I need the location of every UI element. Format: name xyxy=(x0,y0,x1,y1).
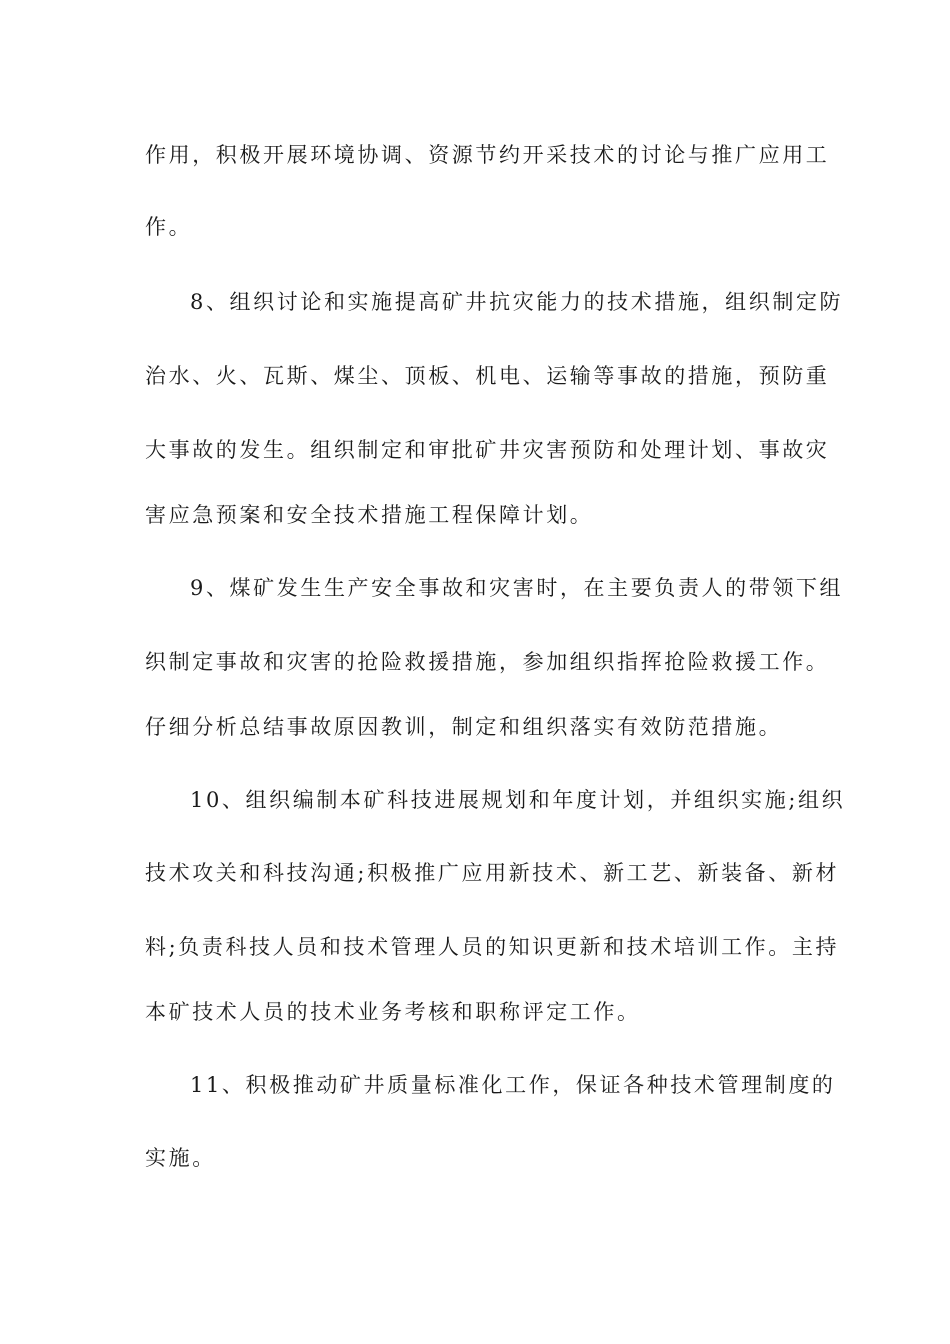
text-line: 本矿技术人员的技术业务考核和职称评定工作。 xyxy=(145,1000,641,1024)
text-line: 作用，积极开展环境协调、资源节约开采技术的讨论与推广应用工 xyxy=(145,143,830,167)
paragraph-8-start: 8、组织讨论和实施提高矿井抗灾能力的技术措施，组织制定防 xyxy=(190,290,844,314)
text-line: 技术攻关和科技沟通;积极推广应用新技术、新工艺、新装备、新材 xyxy=(145,861,840,885)
text-line: 治水、火、瓦斯、煤尘、顶板、机电、运输等事故的措施，预防重 xyxy=(145,364,830,388)
paragraph-10-start: 10、组织编制本矿科技进展规划和年度计划，并组织实施;组织 xyxy=(190,788,846,812)
paragraph-11-start: 11、积极推动矿井质量标准化工作，保证各种技术管理制度的 xyxy=(190,1073,836,1097)
text-line: 作。 xyxy=(145,215,193,239)
text-line: 料;负责科技人员和技术管理人员的知识更新和技术培训工作。主持 xyxy=(145,935,840,959)
text-line: 实施。 xyxy=(145,1146,216,1170)
paragraph-9-start: 9、煤矿发生生产安全事故和灾害时，在主要负责人的带领下组 xyxy=(190,576,844,600)
text-line: 织制定事故和灾害的抢险救援措施，参加组织指挥抢险救援工作。 xyxy=(145,650,830,674)
text-line: 害应急预案和安全技术措施工程保障计划。 xyxy=(145,503,594,527)
text-line: 仔细分析总结事故原因教训，制定和组织落实有效防范措施。 xyxy=(145,715,783,739)
text-line: 大事故的发生。组织制定和审批矿井灾害预防和处理计划、事故灾 xyxy=(145,438,830,462)
